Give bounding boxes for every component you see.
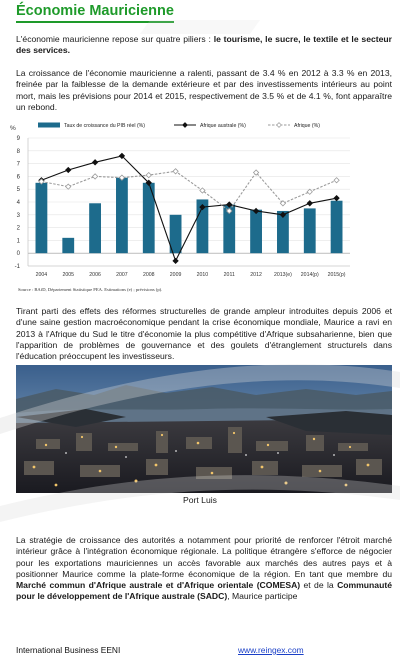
- bar: [250, 210, 262, 254]
- x-tick-label: 2006: [89, 272, 101, 278]
- series-point: [334, 178, 339, 183]
- y-tick-label: 1: [16, 238, 20, 245]
- y-tick-label: 8: [16, 148, 20, 155]
- growth-chart-svg: [6, 120, 358, 288]
- strategy-text-c: et de la: [300, 580, 338, 591]
- series-point: [66, 167, 71, 172]
- chart-source: Source : BAfD, Département Statistique PEA. Estimations (e) ; prévisions (p).: [18, 287, 163, 292]
- series-line: [41, 171, 336, 211]
- series-point: [173, 169, 178, 174]
- x-tick-label: 2010: [196, 272, 209, 278]
- y-tick-label: 0: [16, 251, 20, 258]
- y-tick-label: 9: [16, 136, 20, 142]
- bar: [331, 201, 343, 253]
- y-tick-label: 3: [16, 212, 20, 219]
- series-point: [307, 189, 312, 194]
- growth-paragraph: La croissance de l'économie mauricienne a ralenti, passant de 3.4 % en 2012 à 3.3 % en 2013, freinée par la faiblesse de la demande extérieure et par des investissements intérieurs au point mort, mais les prévisions pour 2014 et 2015, respectivement de 3.5 % et de 4.1 %, font apparaître un rebond.: [16, 68, 392, 112]
- strategy-text-d: , Maurice participe: [227, 591, 298, 602]
- strategy-paragraph: [16, 535, 392, 603]
- intro-paragraph: [16, 34, 392, 57]
- x-tick-label: 2008: [142, 272, 155, 278]
- port-louis-photo: [16, 365, 392, 493]
- legend-marker: [277, 123, 282, 128]
- series-point: [334, 196, 339, 201]
- intro-pillars: le tourisme, le sucre, le textile et le secteur des services.: [16, 34, 392, 56]
- series-line: [41, 156, 336, 261]
- y-tick-label: 7: [16, 161, 20, 168]
- series-point: [146, 173, 151, 178]
- series-point: [66, 184, 71, 189]
- y-tick-label: 5: [16, 187, 20, 194]
- x-tick-label: 2011: [223, 272, 235, 278]
- x-tick-label: 2014(p): [300, 272, 319, 278]
- y-unit-label: %: [10, 125, 16, 132]
- footer-brand: International Business EENI: [16, 645, 121, 655]
- strategy-comesa: Marché commun d'Afrique australe et d'Afrique orientale (COMESA): [16, 580, 301, 591]
- y-tick-label: -1: [14, 264, 20, 270]
- x-tick-label: 2015(p): [327, 272, 346, 278]
- y-tick-label: 6: [16, 174, 20, 181]
- competitiveness-paragraph: Tirant parti des effets des réformes structurelles de grande ampleur introduites depuis 2006 et d'une saine gestion macroéconomique pendant la crise économique mondiale, Maurice a ravi en 2013 à l'Afrique du Sud le titre d'économie la plus compétitive d'Afrique subsaharienne, bien que l'apparition de problèmes de gouvernance et des goulets d'étranglement structurels dans l'éducation préoccupent les investisseurs.: [16, 306, 392, 362]
- x-tick-label: 2005: [62, 272, 75, 278]
- intro-text: L'économie mauricienne repose sur quatre piliers :: [16, 34, 214, 44]
- series-point: [92, 174, 97, 179]
- bar: [62, 238, 74, 253]
- y-tick-label: 2: [16, 225, 20, 232]
- x-tick-label: 2012: [250, 272, 262, 278]
- x-tick-label: 2004: [35, 272, 48, 278]
- series-point: [173, 258, 178, 263]
- legend-marker: [183, 123, 188, 128]
- x-tick-label: 2013(e): [273, 272, 292, 278]
- x-tick-label: 2007: [116, 272, 128, 278]
- strategy-sadc: Communauté pour le développement de l'Afrique australe (SADC): [16, 580, 392, 602]
- legend-label: Taux de croissance du PIB réel (%): [64, 123, 146, 129]
- legend-swatch-bar: [38, 123, 60, 128]
- legend-label: Afrique australe (%): [200, 123, 246, 129]
- bar: [36, 183, 48, 253]
- bar: [89, 203, 101, 253]
- strategy-text-a: La stratégie de croissance des autorités a notamment pour priorité de renforcer l'étroit marché intérieur grâce à l'intégration économique régionale. La politique étrangère s'efforce de négocier pour les exportations mauriciennes un accès favorable aux marchés des autres pays et à positionner Maurice comme la plate-forme économique de la région. En tant que membre du: [16, 535, 392, 579]
- bar: [116, 178, 128, 254]
- series-point: [307, 201, 312, 206]
- series-point: [92, 160, 97, 165]
- y-tick-label: 4: [16, 200, 20, 206]
- legend-label: Afrique (%): [294, 123, 320, 129]
- bar: [304, 208, 316, 253]
- x-tick-label: 2009: [169, 272, 182, 278]
- photo-caption: Port Luis: [183, 495, 217, 505]
- page-title: Économie Mauricienne: [16, 3, 174, 23]
- growth-chart: [6, 120, 358, 288]
- footer-link[interactable]: www.reingex.com: [238, 645, 304, 655]
